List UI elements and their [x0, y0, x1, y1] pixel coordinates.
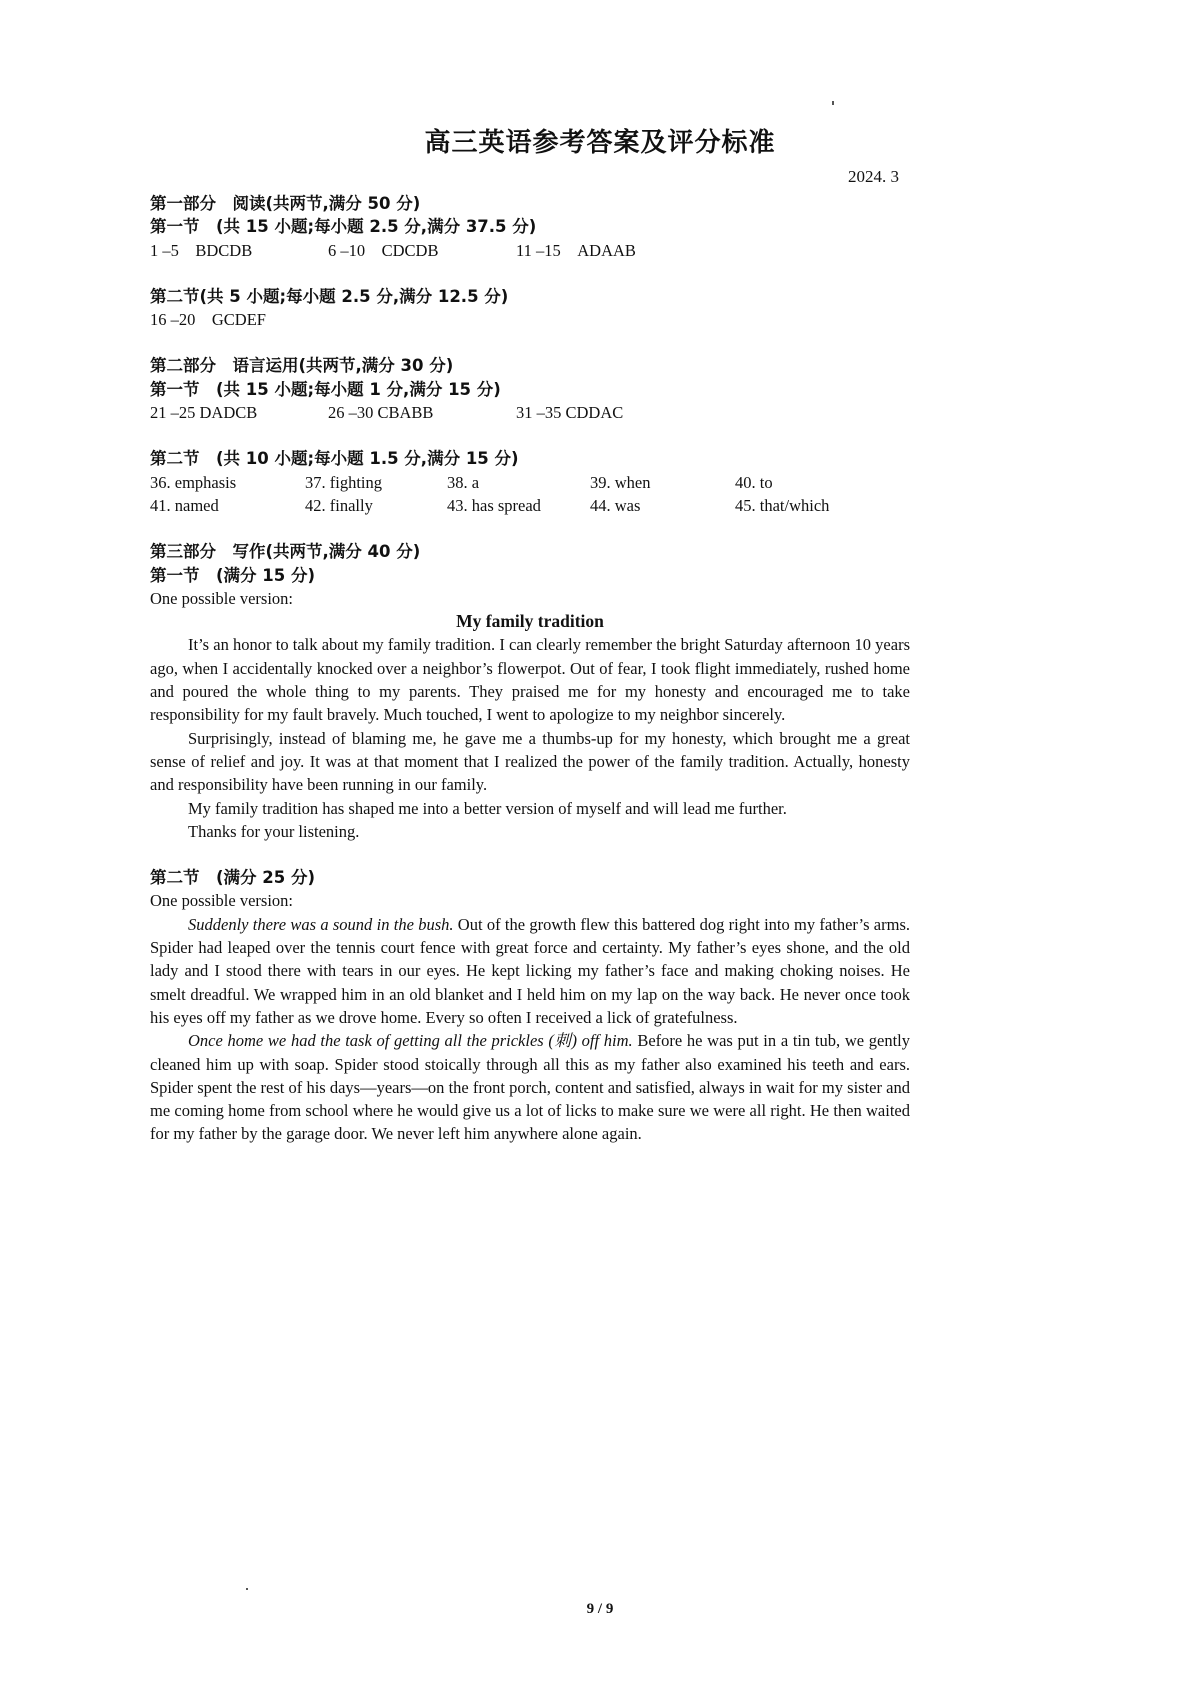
- essay-paragraph: It’s an honor to talk about my family tradition. I can clearly remember the bright Saturday afternoon 10 years ago, when I accidentally knocked over a neighbor’s flowerpot. Out of fear, I took flight immediately, rushed home and poured the whole thing to my parents. They praised me for my honesty and encouraged me to take responsibility for my fault bravely. Much touched, I went to apologize to my neighbor sincerely.: [150, 635, 910, 725]
- answer-group: 16 –20 GCDEF: [150, 310, 266, 330]
- story-paragraph: [150, 1029, 910, 1145]
- fill-answer: 44. was: [590, 495, 641, 515]
- part2-sec2-heading: 第二节 (共 10 小题;每小题 1.5 分,满分 15 分): [150, 449, 519, 469]
- answer-group: 1 –5 BDCDB: [150, 240, 253, 260]
- part1-sec1-heading: 第一节 (共 15 小题;每小题 2.5 分,满分 37.5 分): [150, 217, 537, 237]
- story-text: Out of the growth flew this battered dog right into my father’s arms. Spider had leaped over the tennis court fence with great force and certainty. My father’s eyes shone, and the old lady and I stood there with tears in our eyes. He kept licking my father’s face and making choking noises. He smelt dreadful. We wrapped him in an old blanket and I held him on my lap on the way back. He never once took his eyes off my father as we drove home. Every so often I received a lick of gratefulness.: [150, 914, 910, 1027]
- part3-heading: 第三部分 写作(共两节,满分 40 分): [150, 542, 421, 562]
- fill-answer: 38. a: [447, 472, 480, 492]
- version-label: One possible version:: [150, 588, 293, 608]
- fill-answer: 39. when: [590, 472, 651, 492]
- story-lead-sentence: Once home we had the task of getting all the prickles (刺) off him.: [188, 1031, 633, 1051]
- answer-group: 11 –15 ADAAB: [516, 240, 636, 260]
- part1-sec1-answers: [150, 239, 910, 262]
- part1-heading: 第一部分 阅读(共两节,满分 50 分): [150, 194, 421, 213]
- fill-answer: 37. fighting: [305, 472, 382, 492]
- fill-answer: 43. has spread: [447, 495, 541, 515]
- part3-sec1-heading: 第一节 (满分 15 分): [150, 565, 316, 585]
- scan-speck: [246, 1588, 248, 1590]
- version-label: One possible version:: [150, 891, 293, 911]
- answer-group: 31 –35 CDDAC: [516, 403, 624, 423]
- fill-answer: 40. to: [735, 472, 773, 492]
- exam-date: 2024. 3: [848, 167, 899, 186]
- page-title: 高三英语参考答案及评分标准: [424, 128, 776, 158]
- story-text: Before he was put in a tin tub, we gently cleaned him up with soap. Spider stood stoically through all this as my father also examined his teeth and ears. Spider spent the rest of his days—years—on the front porch, content and satisfied, always in wait for my sister and me coming home from school where he would give us a lot of licks to make sure we were all right. He then waited for my father by the garage door. We never left him anywhere alone again.: [150, 1031, 910, 1144]
- essay-title: My family tradition: [456, 611, 604, 632]
- answer-group: 21 –25 DADCB: [150, 403, 258, 423]
- scan-speck: [832, 101, 834, 105]
- part2-heading: 第二部分 语言运用(共两节,满分 30 分): [150, 356, 454, 376]
- fill-answer: 45. that/which: [735, 495, 830, 515]
- essay-paragraph: My family tradition has shaped me into a better version of myself and will lead me further.: [188, 798, 787, 818]
- story-paragraph: [150, 913, 910, 1029]
- part3-sec2-heading: 第二节 (满分 25 分): [150, 868, 316, 888]
- essay-paragraph: Surprisingly, instead of blaming me, he gave me a thumbs-up for my honesty, which brought me a great sense of relief and joy. It was at that moment that I realized the power of the family tradition. Actually, honesty and responsibility have been running in our family.: [150, 728, 910, 795]
- answer-content: [150, 192, 910, 1146]
- answer-group: 26 –30 CBABB: [328, 403, 434, 423]
- fill-answer: 42. finally: [305, 495, 373, 515]
- part2-sec1-heading: 第一节 (共 15 小题;每小题 1 分,满分 15 分): [150, 379, 501, 399]
- story-lead-sentence: Suddenly there was a sound in the bush.: [188, 914, 454, 934]
- answer-group: 6 –10 CDCDB: [328, 240, 439, 260]
- fill-answer: 41. named: [150, 495, 219, 515]
- fill-row-2: [150, 494, 910, 517]
- fill-answer: 36. emphasis: [150, 472, 237, 492]
- page-number: 9 / 9: [586, 1601, 614, 1617]
- part2-sec1-answers: [150, 401, 910, 424]
- fill-row-1: [150, 471, 910, 494]
- part1-sec2-heading: 第二节(共 5 小题;每小题 2.5 分,满分 12.5 分): [150, 286, 509, 306]
- part1-sec2-answers: [150, 308, 910, 331]
- essay-paragraph: Thanks for your listening.: [188, 821, 360, 841]
